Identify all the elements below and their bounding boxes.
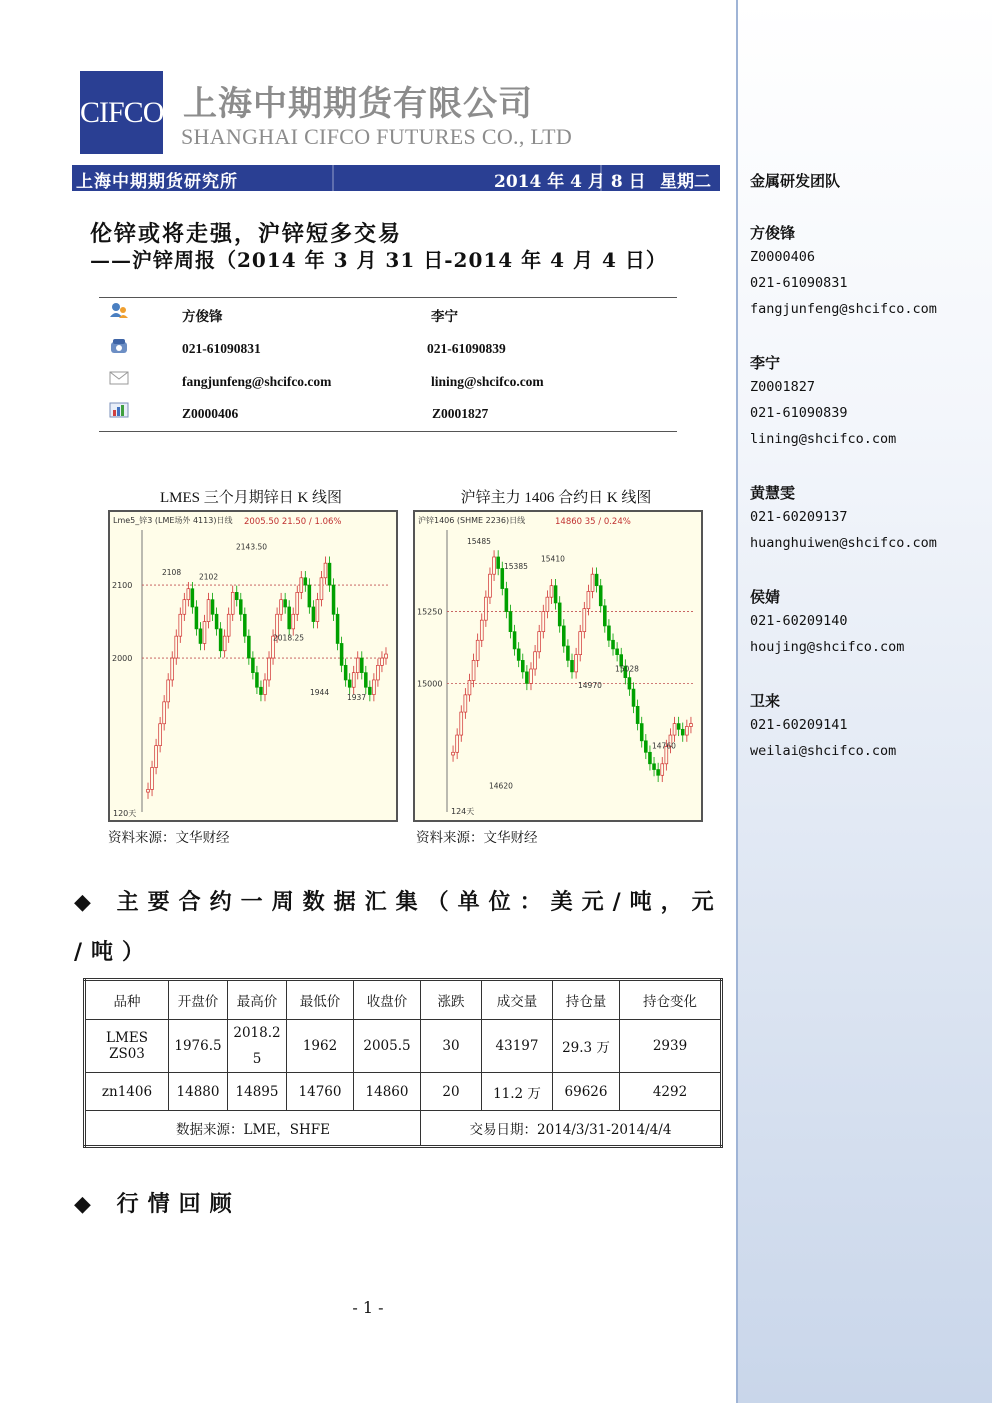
annotation-label: 2102 [199,572,219,582]
candle-body [587,591,590,608]
candle-body [644,741,647,752]
candle-body [558,603,561,626]
candle-body [199,629,202,644]
candle-body [203,622,206,644]
candle-body [493,557,496,574]
candle-body [505,589,508,612]
page-number: - 1 - [352,1298,384,1317]
candle-body [632,689,635,706]
candle-body [239,600,242,615]
candle-body [207,600,210,622]
section-heading-line2: /吨） [74,939,154,965]
candle-body [571,660,574,671]
report-weekday: 星期二 [660,172,711,192]
y-tick-label: 15000 [417,679,443,689]
section-heading-line1: 主要合约一周数据汇集（单位：美元/吨，元 [116,889,723,915]
candle-body [513,632,516,649]
contact-name: 方俊锋 [182,309,223,324]
candle-body [308,585,311,607]
candle-body [521,660,524,671]
candle-body [509,612,512,632]
annotation-label: 15485 [467,537,491,546]
chart-header-left: 沪锌1406 (SHME 2236)日线 [418,516,526,525]
candle-body [616,649,619,655]
table-footer-source: 数据来源：LME，SHFE [85,1111,421,1147]
chart-header-right: 2005.50 21.50 / 1.06% [244,517,342,527]
annotation-label: 15028 [615,664,639,674]
annotation-label: 2018.25 [273,633,305,643]
candle-body [468,680,471,694]
candle-body [525,672,528,683]
candle-body [575,655,578,672]
candle-body [316,600,319,622]
table-cell: 30 [421,1020,482,1073]
table-cell: LMES ZS03 [85,1020,169,1073]
contact-email[interactable]: fangjunfeng@shcifco.com [182,374,332,389]
member-name: 卫来 [750,692,781,710]
candle-body [579,632,582,655]
candle-body [550,586,553,597]
section-heading [74,1187,241,1218]
candle-body [243,614,246,636]
annotation-label: 14970 [578,680,602,690]
candle-body [187,589,190,600]
table-footer-date: 交易日期：2014/3/31-2014/4/4 [421,1111,722,1147]
member-email[interactable]: houjing@shcifco.com [750,639,905,655]
candle-body [476,640,479,660]
y-tick-label: 2100 [112,581,133,591]
candle-body [603,606,606,626]
candle-body [690,724,693,727]
chart-icon [109,402,129,418]
contact-phone: 021-61090831 [182,341,261,356]
chart-header-left: Lme5_锌3 (LME场外 4113)日线 [113,516,233,525]
candle-body [472,660,475,680]
company-logo: CIFCO [80,71,163,154]
candle-body [685,726,688,735]
candle-body [231,592,234,614]
candle-body [223,636,226,651]
table-cell: 14860 [354,1073,421,1111]
candle-body [530,669,533,683]
candle-body [264,680,267,695]
contact-license: Z0001827 [432,406,489,421]
table-cell: 69626 [553,1073,620,1111]
candle-body [484,597,487,620]
member-name: 黄慧雯 [750,484,796,502]
candle-body [681,729,684,735]
table-cell: 29.3 万 [553,1020,620,1073]
annotation-label: 1937 [347,693,367,703]
candle-body [235,592,238,599]
annotation-label: 15385 [504,561,528,571]
chart-source: 资料来源：文华财经 [108,830,230,846]
candle-body [607,626,610,640]
candle-body [159,724,162,746]
annotation-label: 2108 [162,568,182,578]
member-phone: 021-61090839 [750,405,848,421]
chart-footer-label: 120天 [113,809,137,818]
candle-body [595,574,598,585]
chart-header-right: 14860 35 / 0.24% [555,517,631,527]
table-header: 持仓量 [553,980,620,1020]
table-header: 成交量 [482,980,553,1020]
table-row [85,1073,722,1111]
candle-body [292,614,295,629]
candle-body [324,563,327,578]
candle-body [648,752,651,763]
weekly-data-table [83,978,723,1148]
mail-icon [109,370,129,386]
member-phone: 021-60209137 [750,509,848,525]
table-header: 最低价 [287,980,354,1020]
candle-body [372,680,375,695]
team-title: 金属研发团队 [750,172,841,190]
candle-body [348,680,351,687]
candle-body [251,658,254,673]
candle-body [566,646,569,660]
contact-license: Z0000406 [182,406,239,421]
table-cell: 2018.25 [228,1020,287,1073]
candle-body [562,626,565,646]
candle-body [377,665,380,680]
sidebar [736,0,992,1403]
candle-body [497,557,500,568]
candle-body [171,658,174,680]
candle-body [636,706,639,723]
table-header: 开盘价 [169,980,228,1020]
table-header: 收盘价 [354,980,421,1020]
section-heading [74,885,723,916]
table-header: 持仓变化 [620,980,722,1020]
annotation-label: 15410 [541,554,565,564]
company-name-en: SHANGHAI CIFCO FUTURES CO., LTD [181,124,573,149]
section-heading-text: 行情回顾 [116,1191,241,1217]
institute-name: 上海中期期货研究所 [76,172,238,192]
table-header: 最高价 [228,980,287,1020]
annotation-label: 2143.50 [236,542,268,552]
candle-body [464,695,467,712]
member-license: Z0001827 [750,379,816,395]
candle-body [280,600,283,615]
table-cell: 20 [421,1073,482,1111]
candle-body [640,724,643,741]
member-name: 李宁 [750,354,781,372]
candle-body [328,563,331,585]
chart-source: 资料来源：文华财经 [416,830,538,846]
shfe-zinc-kline-chart [413,510,703,822]
candle-body [517,649,520,660]
candle-body [653,764,656,770]
annotation-label: 14620 [489,781,513,791]
person-icon [109,302,129,318]
candle-body [147,789,150,792]
member-phone: 021-61090831 [750,275,848,291]
candle-body [191,589,194,607]
candle-body [480,620,483,640]
candle-body [332,585,335,614]
candle-body [677,724,680,730]
candle-body [344,665,347,680]
candle-body [352,673,355,688]
table-cell: 14880 [169,1073,228,1111]
y-tick-label: 2000 [112,654,133,664]
candle-body [296,592,299,614]
candle-body [227,614,230,636]
member-name: 方俊锋 [750,224,796,242]
table-header: 涨跌 [421,980,482,1020]
candle-body [612,640,615,649]
candle-body [175,636,178,658]
table-footer-row [85,1111,722,1147]
table-cell: 43197 [482,1020,553,1073]
candle-body [179,614,182,636]
candle-body [260,687,263,694]
candle-body [320,578,323,600]
chart-caption: LMES 三个月期锌日 K 线图 [159,490,343,506]
candle-body [554,586,557,603]
annotation-label: 14760 [652,741,676,751]
candle-body [591,574,594,591]
report-subtitle: ——沪锌周报（2014 年 3 月 31 日-2014 年 4 月 4 日） [90,248,667,272]
candle-body [661,764,664,775]
table-cell: 2939 [620,1020,722,1073]
member-email[interactable]: huanghuiwen@shcifco.com [750,535,937,551]
diamond-icon: ◆ [74,889,100,915]
member-email[interactable]: weilai@shcifco.com [750,743,897,759]
candle-body [538,632,541,652]
member-license: Z0000406 [750,249,816,265]
candle-body [340,643,343,665]
candle-body [657,770,660,776]
table-cell: 4292 [620,1073,722,1111]
candle-body [336,614,339,643]
candle-body [599,586,602,606]
candle-body [300,578,303,593]
candle-body [256,673,259,688]
contact-email[interactable]: lining@shcifco.com [431,374,544,389]
annotation-label: 1944 [310,687,330,697]
candle-body [489,574,492,597]
divider [99,297,677,298]
report-date: 2014 年 4 月 8 日 [494,172,646,192]
candle-body [385,654,388,658]
candle-body [673,724,676,735]
table-row [85,1020,722,1073]
y-tick-label: 15250 [417,607,443,617]
candle-body [583,609,586,632]
contact-name: 李宁 [431,309,458,324]
table-cell: 1962 [287,1020,354,1073]
candle-body [456,735,459,752]
table-cell: 11.2 万 [482,1073,553,1111]
candle-body [460,712,463,735]
candle-body [381,658,384,665]
member-phone: 021-60209141 [750,717,848,733]
candle-body [628,678,631,689]
candle-body [452,752,455,755]
candle-body [247,636,250,658]
candle-body [211,600,214,615]
member-email[interactable]: fangjunfeng@shcifco.com [750,301,937,317]
diamond-icon: ◆ [74,1191,100,1217]
candle-body [542,612,545,632]
candle-body [534,652,537,669]
candle-body [304,578,307,585]
chart-caption: 沪锌主力 1406 合约日 K 线图 [460,490,652,506]
candle-body [284,600,287,607]
candle-body [183,600,186,615]
candle-body [288,607,291,629]
candle-body [195,607,198,629]
candle-body [219,629,222,651]
table-header-row [85,980,722,1020]
candle-body [546,597,549,611]
candle-body [268,658,271,680]
table-cell: 14760 [287,1073,354,1111]
table-cell: 14895 [228,1073,287,1111]
candle-body [155,746,158,768]
company-name-cn: 上海中期期货有限公司 [183,84,533,124]
lme-zinc-kline-chart [108,510,398,822]
table-cell: 1976.5 [169,1020,228,1073]
candle-body [356,658,359,673]
header-bar [72,165,720,191]
member-name: 侯婧 [750,588,781,606]
report-title: 伦锌或将走强，沪锌短多交易 [90,221,403,247]
candle-body [364,673,367,688]
candle-body [215,614,218,629]
member-phone: 021-60209140 [750,613,848,629]
candle-body [368,687,371,694]
table-cell: 2005.5 [354,1020,421,1073]
divider [99,431,677,432]
phone-icon [109,338,129,354]
member-email[interactable]: lining@shcifco.com [750,431,897,447]
table-cell: zn1406 [85,1073,169,1111]
chart-footer-label: 124天 [451,807,475,816]
candle-body [163,702,166,724]
candle-body [501,568,504,588]
candle-body [360,658,363,673]
table-header: 品种 [85,980,169,1020]
contact-phone: 021-61090839 [427,341,506,356]
candle-body [167,680,170,702]
candle-body [151,768,154,790]
candle-body [312,607,315,622]
